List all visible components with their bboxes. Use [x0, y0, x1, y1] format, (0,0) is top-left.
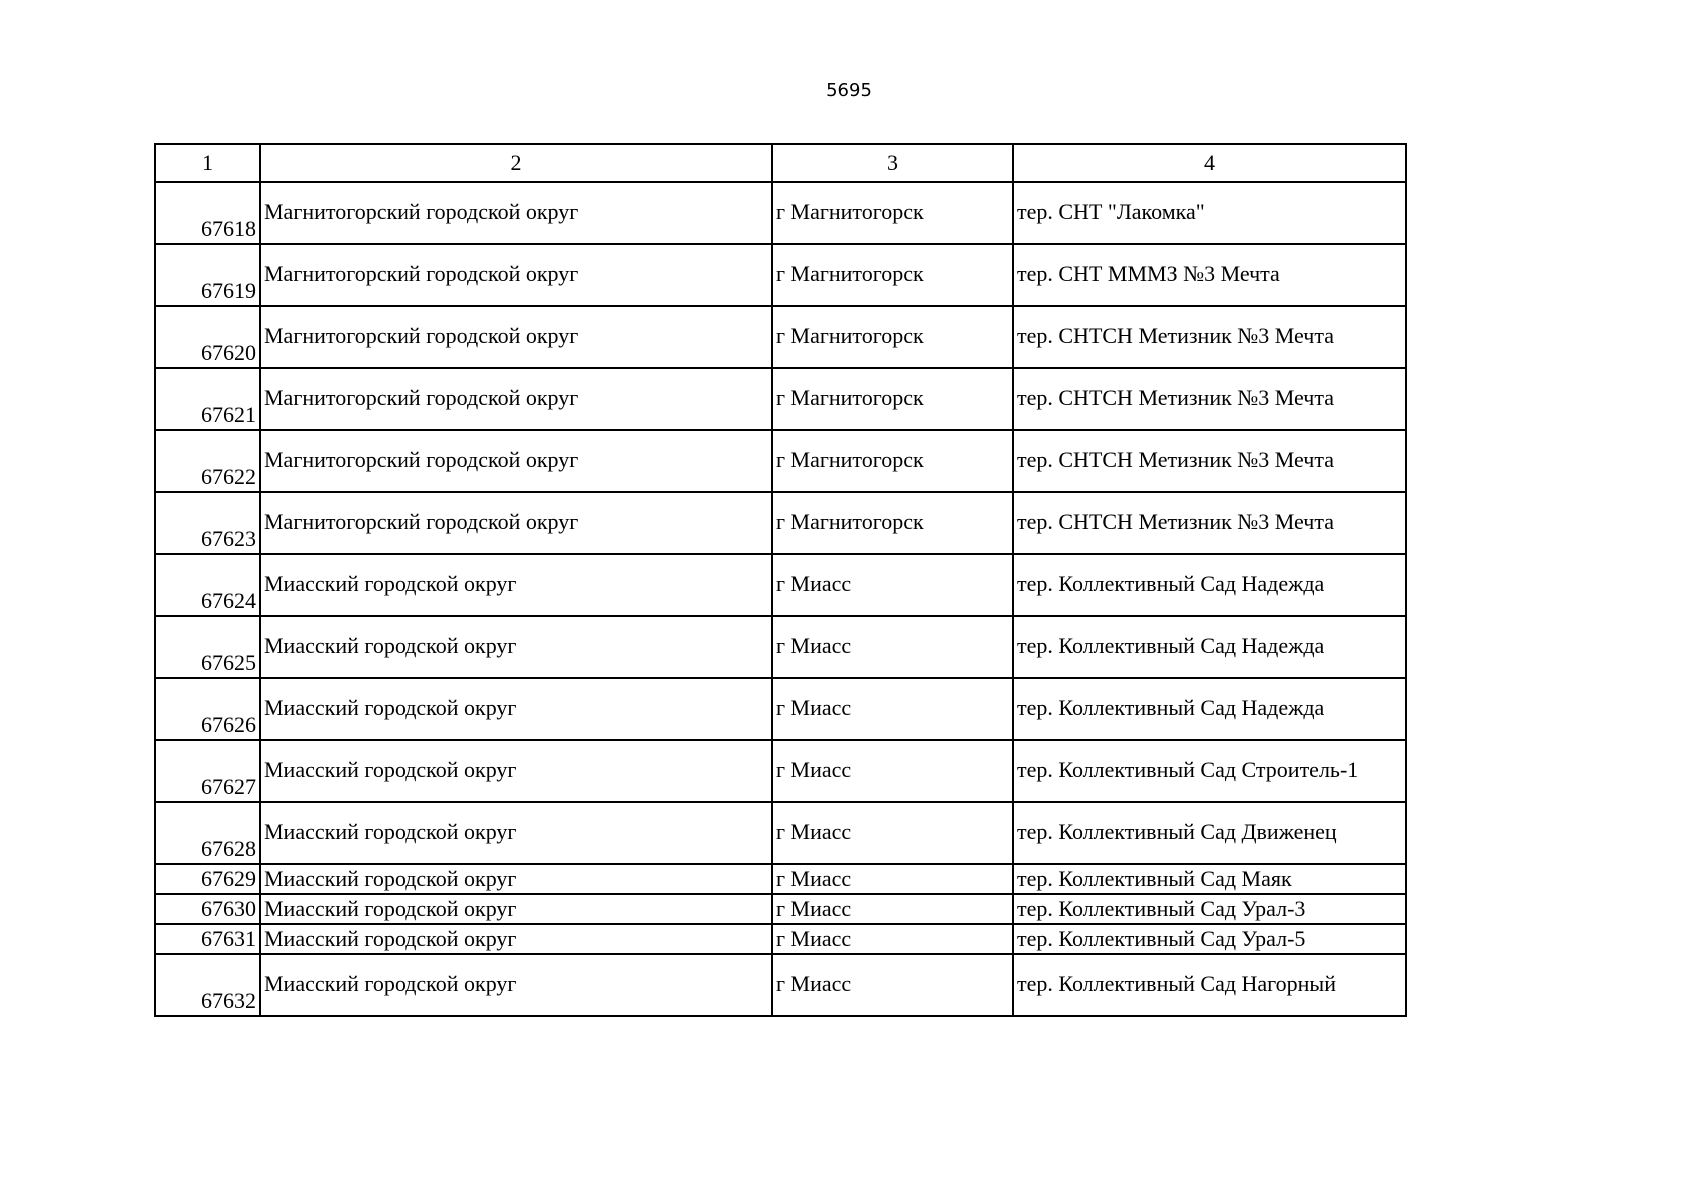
row-number: 67629: [155, 864, 260, 894]
row-number: 67622: [155, 430, 260, 492]
city-cell: г Магнитогорск: [772, 306, 1013, 368]
city-cell: г Миасс: [772, 894, 1013, 924]
row-number: 67628: [155, 802, 260, 864]
table-row: [155, 954, 1406, 1016]
district-cell: Миасский городской округ: [260, 616, 772, 678]
city-cell: г Миасс: [772, 616, 1013, 678]
header-col-3: 3: [772, 144, 1013, 182]
district-cell: Миасский городской округ: [260, 924, 772, 954]
district-cell: Миасский городской округ: [260, 740, 772, 802]
district-cell: Магнитогорский городской округ: [260, 182, 772, 244]
header-col-4: 4: [1013, 144, 1406, 182]
territory-cell: тер. Коллективный Сад Строитель-1: [1013, 740, 1406, 802]
city-cell: г Миасс: [772, 554, 1013, 616]
row-number: 67619: [155, 244, 260, 306]
table-row: [155, 306, 1406, 368]
row-number: 67626: [155, 678, 260, 740]
header-col-2: 2: [260, 144, 772, 182]
district-cell: Миасский городской округ: [260, 554, 772, 616]
table-body: [155, 182, 1406, 1016]
table-row: [155, 616, 1406, 678]
table-row: [155, 182, 1406, 244]
district-cell: Миасский городской округ: [260, 864, 772, 894]
table-row: [155, 802, 1406, 864]
city-cell: г Магнитогорск: [772, 182, 1013, 244]
territory-table: [154, 143, 1407, 1017]
city-cell: г Магнитогорск: [772, 368, 1013, 430]
territory-cell: тер. СНТСН Метизник №3 Мечта: [1013, 306, 1406, 368]
header-col-1: 1: [155, 144, 260, 182]
table-row: [155, 894, 1406, 924]
city-cell: г Миасс: [772, 954, 1013, 1016]
table-row: [155, 678, 1406, 740]
city-cell: г Магнитогорск: [772, 492, 1013, 554]
table-row: [155, 244, 1406, 306]
city-cell: г Миасс: [772, 864, 1013, 894]
district-cell: Магнитогорский городской округ: [260, 244, 772, 306]
territory-cell: тер. СНТ МММЗ №3 Мечта: [1013, 244, 1406, 306]
row-number: 67625: [155, 616, 260, 678]
city-cell: г Миасс: [772, 678, 1013, 740]
territory-cell: тер. Коллективный Сад Движенец: [1013, 802, 1406, 864]
city-cell: г Миасс: [772, 802, 1013, 864]
territory-cell: тер. Коллективный Сад Надежда: [1013, 554, 1406, 616]
city-cell: г Магнитогорск: [772, 430, 1013, 492]
district-cell: Миасский городской округ: [260, 954, 772, 1016]
territory-cell: тер. Коллективный Сад Надежда: [1013, 678, 1406, 740]
district-cell: Миасский городской округ: [260, 802, 772, 864]
row-number: 67631: [155, 924, 260, 954]
district-cell: Миасский городской округ: [260, 678, 772, 740]
row-number: 67630: [155, 894, 260, 924]
row-number: 67620: [155, 306, 260, 368]
territory-cell: тер. Коллективный Сад Нагорный: [1013, 954, 1406, 1016]
territory-cell: тер. СНТСН Метизник №3 Мечта: [1013, 368, 1406, 430]
table-row: [155, 368, 1406, 430]
table-row: [155, 554, 1406, 616]
row-number: 67624: [155, 554, 260, 616]
table-header: [155, 144, 1406, 182]
header-row: [155, 144, 1406, 182]
city-cell: г Миасс: [772, 924, 1013, 954]
district-cell: Магнитогорский городской округ: [260, 306, 772, 368]
row-number: 67632: [155, 954, 260, 1016]
territory-cell: тер. Коллективный Сад Урал-3: [1013, 894, 1406, 924]
table-row: [155, 864, 1406, 894]
table-row: [155, 492, 1406, 554]
district-cell: Магнитогорский городской округ: [260, 368, 772, 430]
district-cell: Миасский городской округ: [260, 894, 772, 924]
district-cell: Магнитогорский городской округ: [260, 430, 772, 492]
row-number: 67623: [155, 492, 260, 554]
territory-cell: тер. Коллективный Сад Надежда: [1013, 616, 1406, 678]
city-cell: г Магнитогорск: [772, 244, 1013, 306]
row-number: 67618: [155, 182, 260, 244]
district-cell: Магнитогорский городской округ: [260, 492, 772, 554]
territory-cell: тер. СНТ "Лакомка": [1013, 182, 1406, 244]
territory-cell: тер. СНТСН Метизник №3 Мечта: [1013, 430, 1406, 492]
table-row: [155, 430, 1406, 492]
page-number: 5695: [826, 80, 872, 101]
table-row: [155, 740, 1406, 802]
territory-cell: тер. Коллективный Сад Маяк: [1013, 864, 1406, 894]
territory-cell: тер. Коллективный Сад Урал-5: [1013, 924, 1406, 954]
table-row: [155, 924, 1406, 954]
territory-cell: тер. СНТСН Метизник №3 Мечта: [1013, 492, 1406, 554]
city-cell: г Миасс: [772, 740, 1013, 802]
row-number: 67621: [155, 368, 260, 430]
row-number: 67627: [155, 740, 260, 802]
